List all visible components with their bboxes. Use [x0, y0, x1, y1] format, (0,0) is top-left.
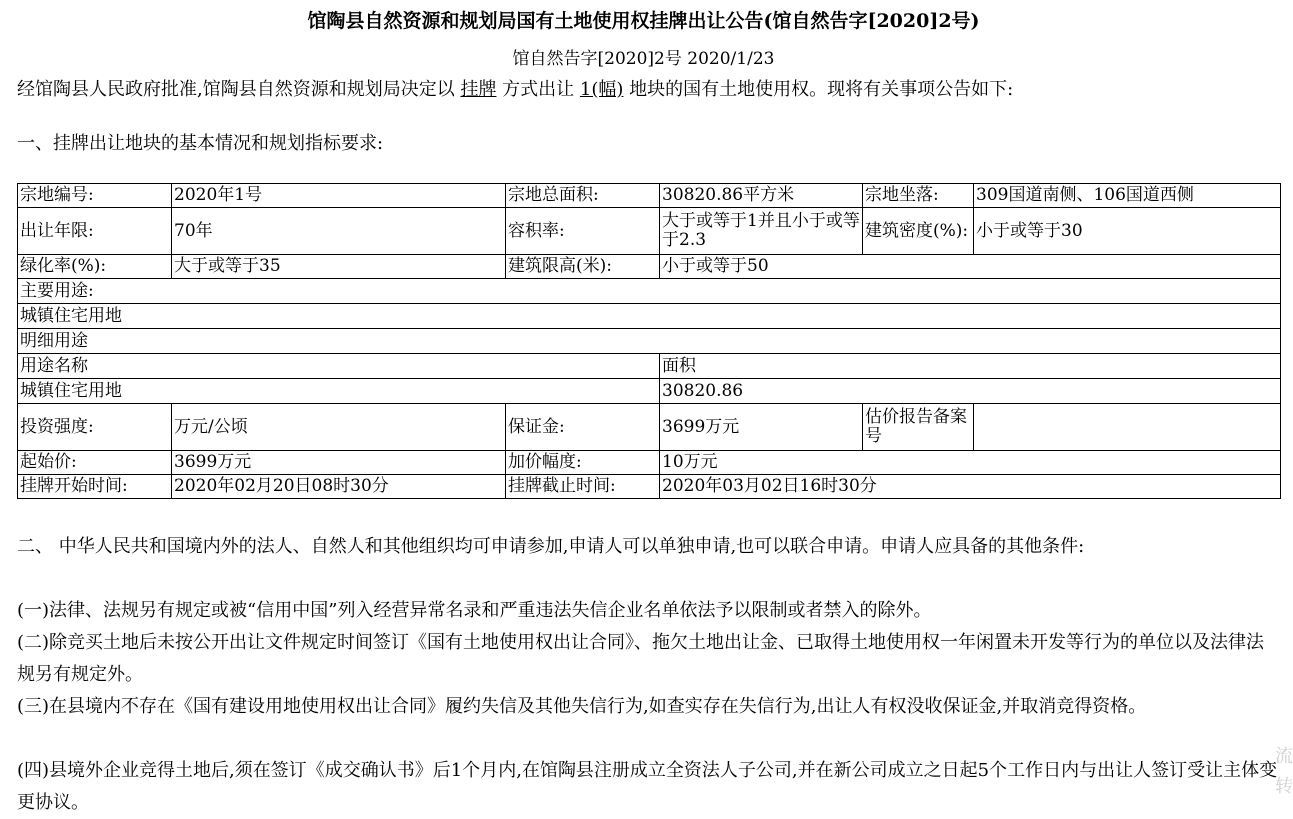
- green-label: 绿化率(%):: [18, 255, 172, 279]
- table-row: [18, 304, 1281, 329]
- green-value: 大于或等于35: [172, 255, 506, 279]
- table-row: [18, 255, 1281, 279]
- density-value: 小于或等于30: [974, 208, 1281, 255]
- term-label: 出让年限:: [18, 208, 172, 255]
- main-use-label: 主要用途:: [18, 279, 1281, 304]
- start-price-value: 3699万元: [172, 451, 506, 475]
- table-row: [18, 329, 1281, 354]
- intro-suffix: 地块的国有土地使用权。现将有关事项公告如下:: [623, 79, 1014, 100]
- listing-end-value: 2020年03月02日16时30分: [660, 475, 1281, 499]
- intro-middle: 方式出让: [496, 79, 580, 100]
- table-row: [18, 279, 1281, 304]
- detail-area-value: 30820.86: [660, 379, 1281, 404]
- term-value: 70年: [172, 208, 506, 255]
- area-header: 面积: [660, 354, 1281, 379]
- table-row: [18, 451, 1281, 475]
- use-name-header: 用途名称: [18, 354, 660, 379]
- location-value: 309国道南侧、106国道西侧: [974, 184, 1281, 208]
- transfer-method: 挂牌: [460, 79, 497, 100]
- table-row: [18, 208, 1281, 255]
- invest-label: 投资强度:: [18, 404, 172, 451]
- total-area-value: 30820.86平方米: [660, 184, 863, 208]
- listing-end-label: 挂牌截止时间:: [506, 475, 660, 499]
- listing-start-label: 挂牌开始时间:: [18, 475, 172, 499]
- listing-start-value: 2020年02月20日08时30分: [172, 475, 506, 499]
- edge-overlay-text: 流 转: [1275, 746, 1293, 797]
- condition-2: (二)除竞买土地后未按公开出让文件规定时间签订《国有土地使用权出让合同》、拖欠土地出让金、已取得土地使用权一年闲置未开发等行为的单位以及法律法规另有规定外。: [17, 632, 1265, 685]
- intro-prefix: 经馆陶县人民政府批准,馆陶县自然资源和规划局决定以: [17, 79, 461, 100]
- increment-label: 加价幅度:: [506, 451, 660, 475]
- main-use-value: 城镇住宅用地: [18, 304, 1281, 329]
- section1-heading: 一、挂牌出让地块的基本情况和规划指标要求:: [17, 133, 384, 154]
- section2-intro: 二、 中华人民共和国境内外的法人、自然人和其他组织均可申请参加,申请人可以单独申请,也可以联合申请。申请人应具备的其他条件:: [17, 536, 1085, 557]
- table-row: [18, 379, 1281, 404]
- condition-3: (三)在县境内不存在《国有建设用地使用权出让合同》履约失信及其他失信行为,如查实存在失信行为,出让人有权没收保证金,并取消竞得资格。: [17, 696, 1147, 717]
- condition-4: (四)县境外企业竞得土地后,须在签订《成交确认书》后1个月内,在馆陶县注册成立全资法人子公司,并在新公司成立之日起5个工作日内与出让人签订受让主体变更协议。: [17, 760, 1278, 813]
- invest-value: 万元/公顷: [172, 404, 506, 451]
- deposit-label: 保证金:: [506, 404, 660, 451]
- table-row: [18, 354, 1281, 379]
- table-row: [18, 404, 1281, 451]
- intro-paragraph: [17, 77, 1013, 103]
- detail-use-label: 明细用途: [18, 329, 1281, 354]
- parcel-no-label: 宗地编号:: [18, 184, 172, 208]
- deposit-value: 3699万元: [660, 404, 863, 451]
- appraisal-label: 估价报告备案号: [863, 404, 974, 451]
- notice-number-date: 馆自然告字[2020]2号 2020/1/23: [512, 49, 775, 69]
- detail-use-value: 城镇住宅用地: [18, 379, 660, 404]
- height-value: 小于或等于50: [660, 255, 1281, 279]
- parcel-no-value: 2020年1号: [172, 184, 506, 208]
- table-row: [18, 184, 1281, 208]
- total-area-label: 宗地总面积:: [506, 184, 660, 208]
- table-row: [18, 475, 1281, 499]
- parcel-info-table: [17, 183, 1281, 499]
- far-value: 大于或等于1并且小于或等于2.3: [660, 208, 863, 255]
- appraisal-value: [974, 404, 1281, 451]
- density-label: 建筑密度(%):: [863, 208, 974, 255]
- increment-value: 10万元: [660, 451, 1281, 475]
- condition-1: (一)法律、法规另有规定或被“信用中国”列入经营异常名录和严重违法失信企业名单依法予以限制或者禁入的除外。: [17, 600, 932, 621]
- page-title: 馆陶县自然资源和规划局国有土地使用权挂牌出让公告(馆自然告字[2020]2号): [307, 10, 980, 32]
- far-label: 容积率:: [506, 208, 660, 255]
- parcel-count: 1(幅): [579, 79, 624, 100]
- start-price-label: 起始价:: [18, 451, 172, 475]
- location-label: 宗地坐落:: [863, 184, 974, 208]
- height-label: 建筑限高(米):: [506, 255, 660, 279]
